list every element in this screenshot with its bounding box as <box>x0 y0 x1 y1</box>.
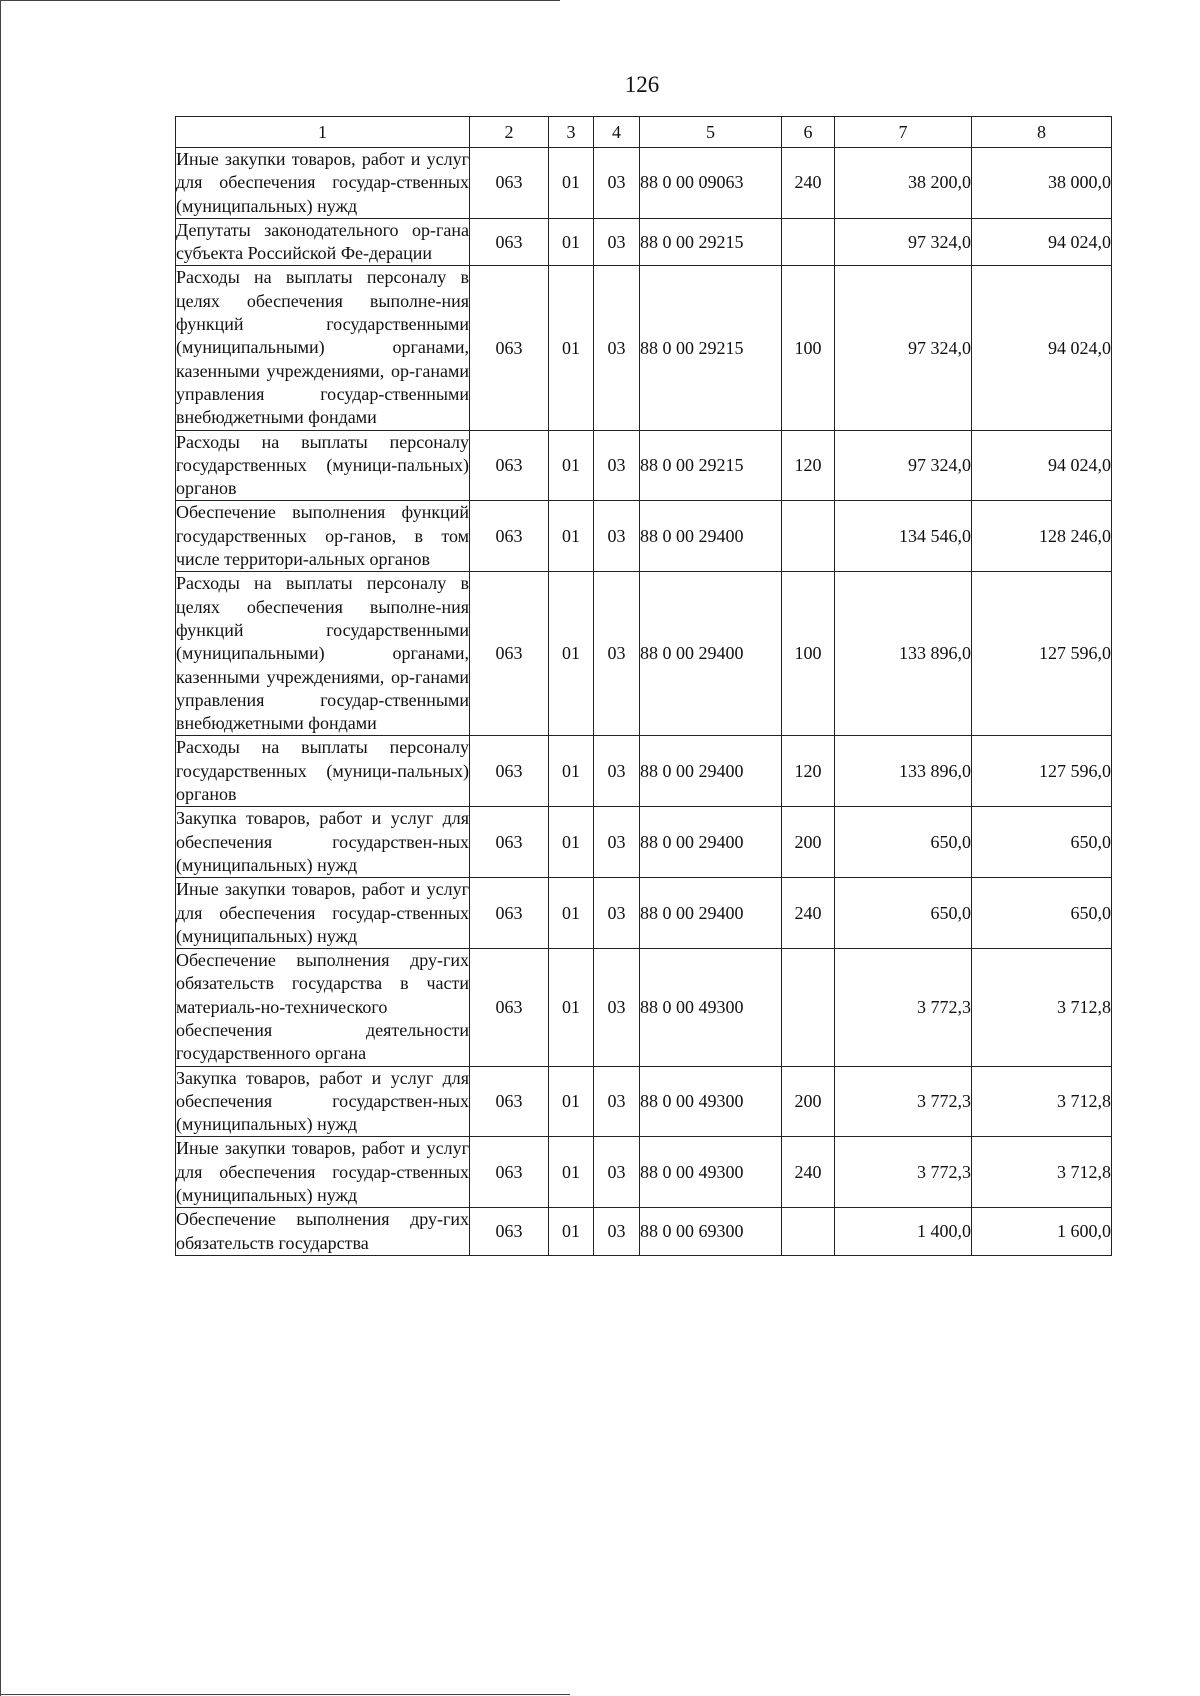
subsection-code: 03 <box>594 878 640 949</box>
scan-edge-left <box>0 0 1 1696</box>
ministry-code: 063 <box>470 572 549 736</box>
item-description: Закупка товаров, работ и услуг для обеспечения государствен-ных (муниципальных) нужд <box>176 807 470 878</box>
item-description: Депутаты законодательного ор-гана субъекта Российской Фе-дерации <box>176 218 470 266</box>
section-code: 01 <box>549 878 594 949</box>
section-code: 01 <box>549 1208 594 1256</box>
item-description: Обеспечение выполнения дру-гих обязательств государства <box>176 1208 470 1256</box>
section-code: 01 <box>549 949 594 1066</box>
table-row <box>176 1208 1112 1256</box>
header-cell: 6 <box>782 117 835 148</box>
section-code: 01 <box>549 430 594 501</box>
table-row <box>176 572 1112 736</box>
subsection-code: 03 <box>594 430 640 501</box>
amount-year-2: 650,0 <box>972 807 1112 878</box>
amount-year-1: 3 772,3 <box>835 1137 972 1208</box>
table-row <box>176 430 1112 501</box>
amount-year-1: 38 200,0 <box>835 148 972 219</box>
expense-type-code: 200 <box>782 1066 835 1137</box>
subsection-code: 03 <box>594 1208 640 1256</box>
target-article-code: 88 0 00 29400 <box>640 736 782 807</box>
ministry-code: 063 <box>470 218 549 266</box>
target-article-code: 88 0 00 29215 <box>640 266 782 430</box>
item-description: Иные закупки товаров, работ и услуг для обеспечения государ-ственных (муниципальных) нужд <box>176 878 470 949</box>
table-row <box>176 148 1112 219</box>
subsection-code: 03 <box>594 1137 640 1208</box>
amount-year-1: 133 896,0 <box>835 736 972 807</box>
amount-year-2: 94 024,0 <box>972 218 1112 266</box>
subsection-code: 03 <box>594 266 640 430</box>
ministry-code: 063 <box>470 807 549 878</box>
amount-year-2: 3 712,8 <box>972 1066 1112 1137</box>
target-article-code: 88 0 00 29400 <box>640 878 782 949</box>
amount-year-1: 97 324,0 <box>835 218 972 266</box>
table-row <box>176 736 1112 807</box>
section-code: 01 <box>549 218 594 266</box>
subsection-code: 03 <box>594 572 640 736</box>
table-row <box>176 1066 1112 1137</box>
table-row <box>176 501 1112 572</box>
ministry-code: 063 <box>470 148 549 219</box>
ministry-code: 063 <box>470 266 549 430</box>
amount-year-1: 97 324,0 <box>835 430 972 501</box>
amount-year-2: 1 600,0 <box>972 1208 1112 1256</box>
expense-type-code <box>782 218 835 266</box>
scan-edge-bottom <box>0 1694 570 1695</box>
target-article-code: 88 0 00 09063 <box>640 148 782 219</box>
expense-type-code <box>782 949 835 1066</box>
ministry-code: 063 <box>470 878 549 949</box>
subsection-code: 03 <box>594 501 640 572</box>
target-article-code: 88 0 00 49300 <box>640 1066 782 1137</box>
expense-type-code: 100 <box>782 572 835 736</box>
table-row <box>176 1137 1112 1208</box>
header-cell: 7 <box>835 117 972 148</box>
target-article-code: 88 0 00 29215 <box>640 430 782 501</box>
item-description: Обеспечение выполнения функций государственных ор-ганов, в том числе территори-альных органов <box>176 501 470 572</box>
amount-year-2: 127 596,0 <box>972 736 1112 807</box>
expense-type-code: 120 <box>782 430 835 501</box>
amount-year-1: 97 324,0 <box>835 266 972 430</box>
expense-type-code: 240 <box>782 1137 835 1208</box>
target-article-code: 88 0 00 29400 <box>640 807 782 878</box>
target-article-code: 88 0 00 29215 <box>640 218 782 266</box>
ministry-code: 063 <box>470 1208 549 1256</box>
amount-year-2: 94 024,0 <box>972 430 1112 501</box>
amount-year-2: 3 712,8 <box>972 949 1112 1066</box>
table-row <box>176 218 1112 266</box>
item-description: Иные закупки товаров, работ и услуг для обеспечения государ-ственных (муниципальных) нужд <box>176 1137 470 1208</box>
section-code: 01 <box>549 266 594 430</box>
section-code: 01 <box>549 807 594 878</box>
amount-year-1: 1 400,0 <box>835 1208 972 1256</box>
item-description: Иные закупки товаров, работ и услуг для обеспечения государ-ственных (муниципальных) нужд <box>176 148 470 219</box>
header-cell: 4 <box>594 117 640 148</box>
amount-year-1: 650,0 <box>835 807 972 878</box>
subsection-code: 03 <box>594 218 640 266</box>
expense-type-code: 120 <box>782 736 835 807</box>
page-number: 126 <box>624 72 660 97</box>
item-description: Расходы на выплаты персоналу в целях обеспечения выполне-ния функций государственными (муниципальными) органами, казенными учреждениями, ор-ганами управления государ-ственными внебюджетными фондами <box>176 572 470 736</box>
amount-year-1: 650,0 <box>835 878 972 949</box>
section-code: 01 <box>549 736 594 807</box>
amount-year-2: 3 712,8 <box>972 1137 1112 1208</box>
subsection-code: 03 <box>594 736 640 807</box>
expense-type-code: 100 <box>782 266 835 430</box>
amount-year-1: 3 772,3 <box>835 949 972 1066</box>
subsection-code: 03 <box>594 1066 640 1137</box>
subsection-code: 03 <box>594 148 640 219</box>
expense-type-code: 240 <box>782 148 835 219</box>
expense-type-code <box>782 1208 835 1256</box>
expense-type-code: 240 <box>782 878 835 949</box>
section-code: 01 <box>549 148 594 219</box>
target-article-code: 88 0 00 49300 <box>640 1137 782 1208</box>
amount-year-2: 650,0 <box>972 878 1112 949</box>
amount-year-2: 94 024,0 <box>972 266 1112 430</box>
item-description: Обеспечение выполнения дру-гих обязательств государства в части материаль-но-технического обеспечения деятельности государственного органа <box>176 949 470 1066</box>
ministry-code: 063 <box>470 1137 549 1208</box>
section-code: 01 <box>549 572 594 736</box>
header-cell: 2 <box>470 117 549 148</box>
target-article-code: 88 0 00 29400 <box>640 501 782 572</box>
target-article-code: 88 0 00 29400 <box>640 572 782 736</box>
amount-year-1: 3 772,3 <box>835 1066 972 1137</box>
expense-type-code: 200 <box>782 807 835 878</box>
budget-table <box>175 116 1112 1256</box>
amount-year-2: 38 000,0 <box>972 148 1112 219</box>
scan-edge-top <box>0 0 560 1</box>
section-code: 01 <box>549 1137 594 1208</box>
header-cell: 5 <box>640 117 782 148</box>
target-article-code: 88 0 00 49300 <box>640 949 782 1066</box>
item-description: Расходы на выплаты персоналу в целях обеспечения выполне-ния функций государственными (муниципальными) органами, казенными учреждениями, ор-ганами управления государ-ственными внебюджетными фондами <box>176 266 470 430</box>
section-code: 01 <box>549 1066 594 1137</box>
header-row <box>176 117 1112 148</box>
item-description: Закупка товаров, работ и услуг для обеспечения государствен-ных (муниципальных) нужд <box>176 1066 470 1137</box>
table-row <box>176 807 1112 878</box>
header-cell: 8 <box>972 117 1112 148</box>
table-row <box>176 878 1112 949</box>
header-cell: 3 <box>549 117 594 148</box>
target-article-code: 88 0 00 69300 <box>640 1208 782 1256</box>
ministry-code: 063 <box>470 736 549 807</box>
item-description: Расходы на выплаты персоналу государственных (муници-пальных) органов <box>176 736 470 807</box>
ministry-code: 063 <box>470 430 549 501</box>
ministry-code: 063 <box>470 501 549 572</box>
item-description: Расходы на выплаты персоналу государственных (муници-пальных) органов <box>176 430 470 501</box>
amount-year-2: 128 246,0 <box>972 501 1112 572</box>
subsection-code: 03 <box>594 949 640 1066</box>
expense-type-code <box>782 501 835 572</box>
amount-year-2: 127 596,0 <box>972 572 1112 736</box>
section-code: 01 <box>549 501 594 572</box>
amount-year-1: 133 896,0 <box>835 572 972 736</box>
subsection-code: 03 <box>594 807 640 878</box>
table-row <box>176 949 1112 1066</box>
table-row <box>176 266 1112 430</box>
ministry-code: 063 <box>470 949 549 1066</box>
header-cell: 1 <box>176 117 470 148</box>
ministry-code: 063 <box>470 1066 549 1137</box>
amount-year-1: 134 546,0 <box>835 501 972 572</box>
